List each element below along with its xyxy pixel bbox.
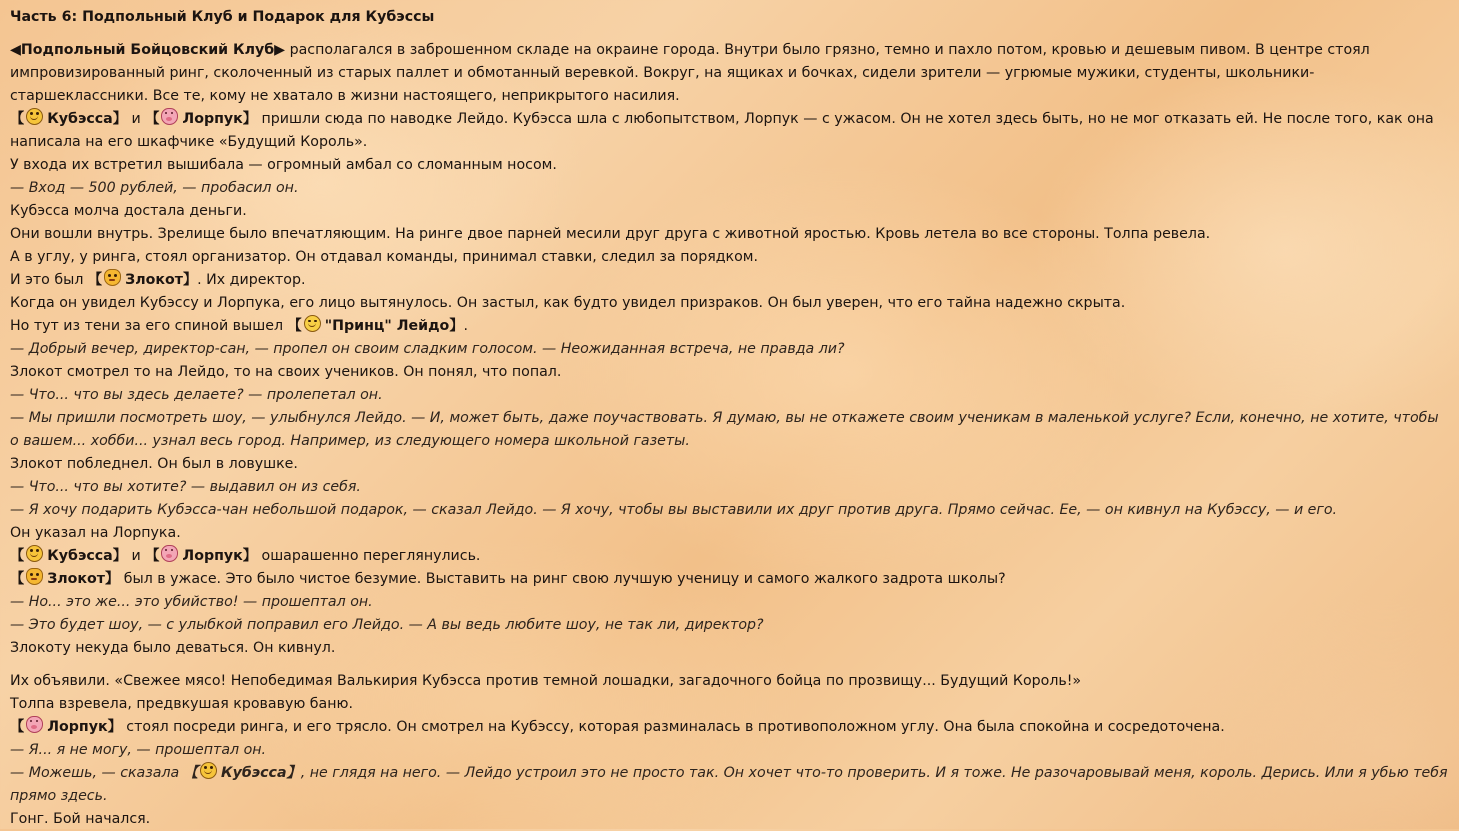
paragraph: 【 Кубэсса】 и 【 Лорпук】 пришли сюда по наводке Лейдо. Кубэсса шла с любопытством, Лорпук — с ужасом. Он не хотел здесь быть, но не мог отказать ей. Не после того, как она написала на его шкафчике «Будущий Король». — [10, 108, 1449, 154]
character-tag-kubessa: 【 Кубэсса】 — [10, 548, 127, 564]
smiling-face-icon — [304, 315, 321, 332]
character-tag-kubessa: 【 Кубэсса】 — [10, 111, 127, 127]
dialogue-line: — Можешь, — сказала 【 Кубэсса】, не глядя на него. — Лейдо устроил это не просто так. Он хочет что-то проверить. И я тоже. Не разочаровывай меня, король. Дерись. Или я убью тебя прямо здесь. — [10, 762, 1449, 808]
pig-face-icon — [26, 716, 43, 733]
dialogue-line: — Добрый вечер, директор-сан, — пропел он своим сладким голосом. — Неожиданная встреча, не правда ли? — [10, 341, 845, 357]
dialogue-line: — Мы пришли посмотреть шоу, — улыбнулся Лейдо. — И, может быть, даже поучаствовать. Я думаю, вы не откажете своим ученикам в маленькой услуге? Если, конечно, не хотите, чтобы о вашем... хобби... узнал весь город. Например, из следующего номера школьной газеты. — [10, 410, 1439, 449]
dialogue-line: — Но... это же... это убийство! — прошептал он. — [10, 594, 373, 610]
character-tag-zlokot: 【 Злокот】 — [10, 571, 119, 587]
paragraph: Гонг. Бой начался. — [10, 811, 151, 827]
character-tag-lorpuk: 【 Лорпук】 — [10, 719, 122, 735]
cat-face-icon — [26, 568, 43, 585]
character-tag-zlokot: 【 Злокот】 — [88, 272, 197, 288]
character-tag-lorpuk: 【 Лорпук】 — [145, 111, 257, 127]
paragraph: 【 Злокот】 был в ужасе. Это было чистое безумие. Выставить на ринг свою лучшую ученицу и самого жалкого задрота школы? — [10, 568, 1449, 591]
pig-face-icon — [161, 108, 178, 125]
dialogue-line: — Вход — 500 рублей, — пробасил он. — [10, 180, 299, 196]
paragraph: ◀Подпольный Бойцовский Клуб▶ располагался в заброшенном складе на окраине города. Внутри было грязно, темно и пахло потом, кровью и дешевым пивом. В центре стоял импровизированный ринг, сколоченный из старых паллет и обмотанный веревкой. Вокруг, на ящиках и бочках, сидели зрители — угрюмые мужики, студенты, школьники-старшеклассники. Все те, кому не хватало в жизни настоящего, неприкрытого насилия. — [10, 42, 1370, 104]
paragraph: Злокот побледнел. Он был в ловушке. — [10, 456, 298, 472]
paragraph: И это был 【 Злокот】. Их директор. — [10, 269, 1449, 292]
paragraph: Он указал на Лорпука. — [10, 525, 181, 541]
paragraph: Злокоту некуда было деваться. Он кивнул. — [10, 640, 336, 656]
paragraph: 【 Лорпук】 стоял посреди ринга, и его трясло. Он смотрел на Кубэссу, которая разминалась в противоположном углу. Она была спокойна и сосредоточена. — [10, 716, 1449, 739]
paragraph: Когда он увидел Кубэссу и Лорпука, его лицо вытянулось. Он застыл, как будто увидел призраков. Он был уверен, что его тайна надежно скрыта. — [10, 295, 1126, 311]
paragraph: А в углу, у ринга, стоял организатор. Он отдавал команды, принимал ставки, следил за порядком. — [10, 249, 759, 265]
character-tag-lorpuk: 【 Лорпук】 — [145, 548, 257, 564]
character-tag-kubessa: 【 Кубэсса】 — [184, 765, 301, 781]
paragraph: Кубэсса молча достала деньги. — [10, 203, 247, 219]
cat-face-icon — [104, 269, 121, 286]
dialogue-line: — Что... что вы здесь делаете? — пролепетал он. — [10, 387, 383, 403]
paragraph: 【 Кубэсса】 и 【 Лорпук】 ошарашенно переглянулись. — [10, 545, 1449, 568]
paragraph: Но тут из тени за его спиной вышел 【 "Принц" Лейдо】. — [10, 315, 1449, 338]
smirk-face-icon — [200, 762, 217, 779]
chapter-title: Часть 6: Подпольный Клуб и Подарок для Кубэссы — [10, 9, 435, 25]
smirk-face-icon — [26, 108, 43, 125]
paragraph: Злокот смотрел то на Лейдо, то на своих учеников. Он понял, что попал. — [10, 364, 562, 380]
dialogue-line: — Что... что вы хотите? — выдавил он из себя. — [10, 479, 361, 495]
pig-face-icon — [161, 545, 178, 562]
character-tag-leido: 【 "Принц" Лейдо】 — [288, 318, 464, 334]
paragraph: У входа их встретил вышибала — огромный амбал со сломанным носом. — [10, 157, 557, 173]
dialogue-line: — Я хочу подарить Кубэсса-чан небольшой подарок, — сказал Лейдо. — Я хочу, чтобы вы выставили их друг против друга. Прямо сейчас. Ее, — он кивнул на Кубэссу, — и его. — [10, 502, 1338, 518]
paragraph: Они вошли внутрь. Зрелище было впечатляющим. На ринге двое парней месили друг друга с животной яростью. Кровь летела во все стороны. Толпа ревела. — [10, 226, 1211, 242]
dialogue-line: — Это будет шоу, — с улыбкой поправил его Лейдо. — А вы ведь любите шоу, не так ли, директор? — [10, 617, 764, 633]
paragraph: Толпа взревела, предвкушая кровавую баню. — [10, 696, 353, 712]
paragraph: Их объявили. «Свежее мясо! Непобедимая Валькирия Кубэсса против темной лошадки, загадочного бойца по прозвищу... Будущий Король!» — [10, 673, 1082, 689]
dialogue-line: — Я... я не могу, — прошептал он. — [10, 742, 267, 758]
club-name: ◀Подпольный Бойцовский Клуб▶ — [10, 42, 286, 58]
smirk-face-icon — [26, 545, 43, 562]
